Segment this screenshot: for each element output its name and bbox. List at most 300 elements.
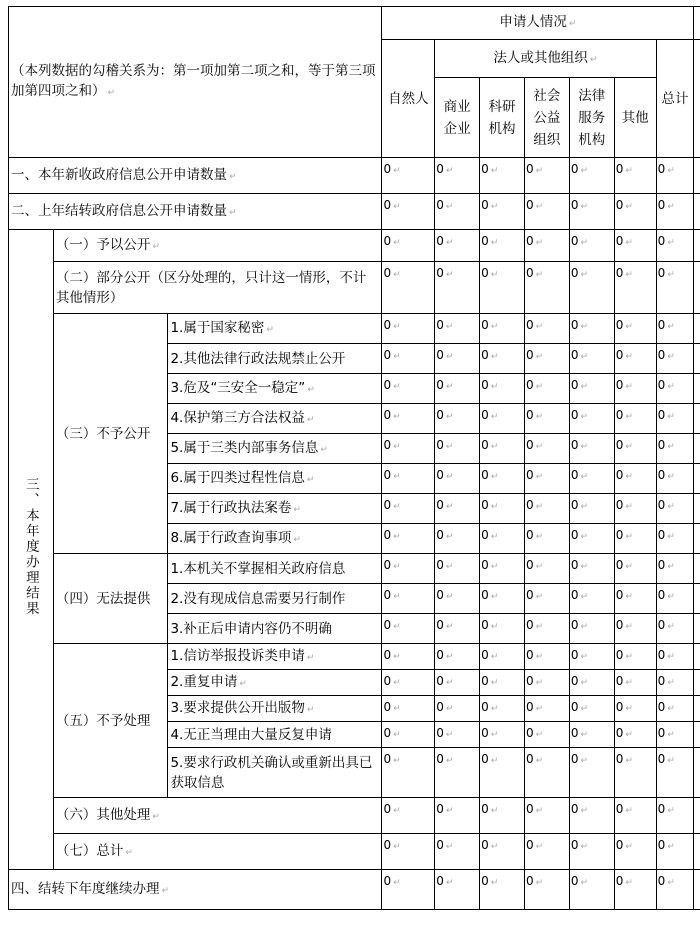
value-cell: 0 ↵ <box>382 748 435 798</box>
value-cell: 0 ↵ <box>569 434 614 464</box>
value-text: 0 <box>657 802 666 816</box>
header-commercial: 商业企业 <box>435 78 480 158</box>
value-text: 0 <box>657 198 666 212</box>
value-text: 0 <box>383 558 392 572</box>
value-cell: 0 ↵ <box>656 404 694 434</box>
edge-cell <box>694 870 700 910</box>
edge-cell <box>694 464 700 494</box>
value-text: 0 <box>436 528 444 542</box>
value-text: 0 <box>525 234 534 248</box>
header-applicant: 申请人情况 ↵ <box>382 7 694 40</box>
value-text: 0 <box>570 438 579 452</box>
value-cell: 0 ↵ <box>480 614 525 644</box>
value-cell: 0 ↵ <box>480 262 525 314</box>
value-cell: 0 ↵ <box>569 194 614 230</box>
label-s5: （五）不予处理 <box>53 644 168 798</box>
value-cell: 0 ↵ <box>614 374 656 404</box>
value-text: 0 <box>615 700 624 714</box>
label-r3: 三、本年度办理结果 <box>9 230 54 870</box>
value-cell: 0 ↵ <box>656 262 694 314</box>
value-text: 0 <box>525 838 534 852</box>
edge-cell <box>694 554 700 584</box>
value-text: 0 <box>436 674 444 688</box>
edge-cell <box>694 670 700 696</box>
value-cell: 0 ↵ <box>435 194 480 230</box>
value-text: 0 <box>481 528 489 542</box>
value-text: 0 <box>481 558 489 572</box>
value-text: 0 <box>615 618 624 632</box>
value-cell: 0 ↵ <box>480 194 525 230</box>
value-cell: 0 ↵ <box>614 670 656 696</box>
value-text: 0 <box>383 408 392 422</box>
value-text: 0 <box>615 648 624 662</box>
label-s3-6: 6.属于四类过程性信息 ↵ <box>168 464 382 494</box>
edge-cell <box>694 834 700 870</box>
value-cell: 0 ↵ <box>382 834 435 870</box>
value-cell: 0 ↵ <box>382 464 435 494</box>
edge-cell <box>694 158 700 194</box>
value-cell: 0 ↵ <box>435 404 480 434</box>
value-text: 0 <box>657 266 666 280</box>
value-text: 0 <box>570 802 579 816</box>
edge-cell <box>694 614 700 644</box>
value-cell: 0 ↵ <box>435 554 480 584</box>
label-s4: （四）无法提供 <box>53 554 168 644</box>
header-total: 总计 <box>656 40 694 158</box>
value-cell: 0 ↵ <box>614 230 656 262</box>
value-cell: 0 ↵ <box>435 314 480 344</box>
label-s6: （六）其他处理 ↵ <box>53 798 382 834</box>
value-text: 0 <box>383 348 392 362</box>
value-cell: 0 ↵ <box>435 344 480 374</box>
row-s6 <box>9 798 700 834</box>
value-text: 0 <box>383 752 392 766</box>
value-cell: 0 ↵ <box>569 748 614 798</box>
header-note: （本列数据的勾稽关系为：第一项加第二项之和，等于第三项加第四项之和） <box>11 63 376 99</box>
value-text: 0 <box>481 162 489 176</box>
label-s3: （三）不予公开 <box>53 314 168 554</box>
value-text: 0 <box>481 408 489 422</box>
value-text: 0 <box>525 198 534 212</box>
value-text: 0 <box>570 378 579 392</box>
value-cell: 0 ↵ <box>524 834 569 870</box>
value-cell: 0 ↵ <box>382 344 435 374</box>
header-social: 社会公益组织 <box>524 78 569 158</box>
row-s4-1 <box>9 554 700 584</box>
value-text: 0 <box>481 378 489 392</box>
value-text: 0 <box>615 162 624 176</box>
value-cell: 0 ↵ <box>382 194 435 230</box>
value-text: 0 <box>436 752 444 766</box>
value-cell: 0 ↵ <box>382 644 435 670</box>
edge-cell <box>694 40 700 158</box>
value-text: 0 <box>657 498 666 512</box>
value-cell: 0 ↵ <box>524 158 569 194</box>
value-cell: 0 ↵ <box>569 584 614 614</box>
value-cell: 0 ↵ <box>569 230 614 262</box>
value-text: 0 <box>657 700 666 714</box>
label-s3-4: 4.保护第三方合法权益 ↵ <box>168 404 382 434</box>
value-text: 0 <box>436 618 444 632</box>
edge-cell <box>694 644 700 670</box>
value-cell: 0 ↵ <box>614 834 656 870</box>
value-cell: 0 ↵ <box>569 344 614 374</box>
value-text: 0 <box>436 234 444 248</box>
label-s5-2: 2.重复申请 ↵ <box>168 670 382 696</box>
row-new-requests <box>9 158 700 194</box>
label-s4-1: 1.本机关不掌握相关政府信息 <box>168 554 382 584</box>
value-text: 0 <box>615 752 624 766</box>
value-text: 0 <box>481 838 489 852</box>
value-text: 0 <box>481 618 489 632</box>
value-text: 0 <box>525 558 534 572</box>
value-text: 0 <box>436 802 444 816</box>
value-text: 0 <box>657 162 666 176</box>
value-text: 0 <box>481 318 489 332</box>
value-cell: 0 ↵ <box>614 344 656 374</box>
value-cell: 0 ↵ <box>382 262 435 314</box>
value-cell: 0 ↵ <box>524 722 569 748</box>
value-text: 0 <box>570 162 579 176</box>
value-cell: 0 ↵ <box>480 524 525 554</box>
value-cell: 0 ↵ <box>480 696 525 722</box>
value-text: 0 <box>657 468 666 482</box>
value-cell: 0 ↵ <box>524 262 569 314</box>
value-cell: 0 ↵ <box>656 644 694 670</box>
value-text: 0 <box>525 318 534 332</box>
value-cell: 0 ↵ <box>524 404 569 434</box>
value-text: 0 <box>657 838 666 852</box>
value-text: 0 <box>383 700 392 714</box>
label-s3-2: 2.其他法律行政法规禁止公开 <box>168 344 382 374</box>
value-cell: 0 ↵ <box>656 722 694 748</box>
value-cell: 0 ↵ <box>435 670 480 696</box>
edge-cell <box>694 584 700 614</box>
value-text: 0 <box>436 874 444 888</box>
value-text: 0 <box>570 618 579 632</box>
value-text: 0 <box>525 408 534 422</box>
value-cell: 0 ↵ <box>569 696 614 722</box>
value-cell: 0 ↵ <box>480 554 525 584</box>
value-text: 0 <box>525 162 534 176</box>
value-cell: 0 ↵ <box>435 748 480 798</box>
edge-cell <box>694 798 700 834</box>
value-text: 0 <box>525 700 534 714</box>
label-r4: 四、结转下年度继续办理 ↵ <box>9 870 382 910</box>
value-text: 0 <box>436 408 444 422</box>
value-text: 0 <box>615 198 624 212</box>
label-s1: （一）予以公开 ↵ <box>53 230 382 262</box>
value-text: 0 <box>615 468 624 482</box>
value-cell: 0 ↵ <box>524 230 569 262</box>
value-text: 0 <box>383 198 392 212</box>
value-cell: 0 ↵ <box>480 748 525 798</box>
value-cell: 0 ↵ <box>524 696 569 722</box>
value-text: 0 <box>383 674 392 688</box>
value-cell: 0 ↵ <box>614 404 656 434</box>
edge-cell <box>694 7 700 40</box>
value-text: 0 <box>436 438 444 452</box>
edge-cell <box>694 344 700 374</box>
row-s3-1 <box>9 314 700 344</box>
value-text: 0 <box>615 726 624 740</box>
value-text: 0 <box>383 874 392 888</box>
value-cell: 0 ↵ <box>382 614 435 644</box>
value-cell: 0 ↵ <box>569 464 614 494</box>
value-text: 0 <box>525 618 534 632</box>
value-cell: 0 ↵ <box>382 798 435 834</box>
value-cell: 0 ↵ <box>435 798 480 834</box>
value-text: 0 <box>525 498 534 512</box>
value-text: 0 <box>383 468 392 482</box>
value-cell: 0 ↵ <box>569 870 614 910</box>
value-text: 0 <box>481 674 489 688</box>
value-text: 0 <box>525 468 534 482</box>
value-text: 0 <box>383 318 392 332</box>
value-cell: 0 ↵ <box>656 464 694 494</box>
value-text: 0 <box>436 648 444 662</box>
value-cell: 0 ↵ <box>382 524 435 554</box>
value-cell: 0 ↵ <box>480 158 525 194</box>
edge-cell <box>694 696 700 722</box>
value-text: 0 <box>657 874 666 888</box>
value-cell: 0 ↵ <box>524 670 569 696</box>
value-cell: 0 ↵ <box>656 748 694 798</box>
value-text: 0 <box>570 874 579 888</box>
value-text: 0 <box>525 528 534 542</box>
value-text: 0 <box>657 438 666 452</box>
value-text: 0 <box>436 498 444 512</box>
value-cell: 0 ↵ <box>480 464 525 494</box>
value-cell: 0 ↵ <box>614 494 656 524</box>
value-text: 0 <box>525 348 534 362</box>
value-cell: 0 ↵ <box>524 494 569 524</box>
value-text: 0 <box>657 726 666 740</box>
value-cell: 0 ↵ <box>614 158 656 194</box>
value-cell: 0 ↵ <box>569 554 614 584</box>
label-s3-3: 3.危及“三安全一稳定” ↵ <box>168 374 382 404</box>
value-cell: 0 ↵ <box>524 798 569 834</box>
label-s5-3: 3.要求提供公开出版物 ↵ <box>168 696 382 722</box>
value-text: 0 <box>657 674 666 688</box>
value-cell: 0 ↵ <box>524 524 569 554</box>
value-text: 0 <box>615 674 624 688</box>
value-cell: 0 ↵ <box>382 670 435 696</box>
value-cell: 0 ↵ <box>524 344 569 374</box>
value-cell: 0 ↵ <box>524 584 569 614</box>
value-text: 0 <box>525 378 534 392</box>
label-s3-8: 8.属于行政查询事项 ↵ <box>168 524 382 554</box>
value-cell: 0 ↵ <box>382 722 435 748</box>
value-cell: 0 ↵ <box>480 644 525 670</box>
value-text: 0 <box>525 588 534 602</box>
value-text: 0 <box>383 234 392 248</box>
value-cell: 0 ↵ <box>614 870 656 910</box>
edge-cell <box>694 194 700 230</box>
header-legal: 法人或其他组织 ↵ <box>435 40 656 78</box>
value-cell: 0 ↵ <box>569 644 614 670</box>
edge-cell <box>694 434 700 464</box>
value-cell: 0 ↵ <box>435 158 480 194</box>
value-cell: 0 ↵ <box>656 374 694 404</box>
value-text: 0 <box>657 234 666 248</box>
value-cell: 0 ↵ <box>480 584 525 614</box>
value-text: 0 <box>657 408 666 422</box>
label-s3-5: 5.属于三类内部事务信息 ↵ <box>168 434 382 464</box>
value-text: 0 <box>525 874 534 888</box>
value-text: 0 <box>436 558 444 572</box>
header-note-cell: （本列数据的勾稽关系为：第一项加第二项之和，等于第三项加第四项之和） ↵ <box>9 7 382 158</box>
value-cell: 0 ↵ <box>382 404 435 434</box>
edge-cell <box>694 524 700 554</box>
value-text: 0 <box>525 674 534 688</box>
value-cell: 0 ↵ <box>656 584 694 614</box>
value-text: 0 <box>525 752 534 766</box>
value-cell: 0 ↵ <box>614 554 656 584</box>
value-cell: 0 ↵ <box>480 344 525 374</box>
value-text: 0 <box>657 558 666 572</box>
label-s2: （二）部分公开（区分处理的，只计这一情形，不计其他情形） <box>53 262 382 314</box>
value-cell: 0 ↵ <box>569 262 614 314</box>
value-text: 0 <box>657 348 666 362</box>
value-text: 0 <box>525 802 534 816</box>
label-r1: 一、本年新收政府信息公开申请数量 ↵ <box>9 158 382 194</box>
value-text: 0 <box>657 648 666 662</box>
value-text: 0 <box>436 318 444 332</box>
value-cell: 0 ↵ <box>569 374 614 404</box>
value-cell: 0 ↵ <box>480 434 525 464</box>
value-text: 0 <box>615 528 624 542</box>
value-cell: 0 ↵ <box>382 554 435 584</box>
value-cell: 0 ↵ <box>569 834 614 870</box>
value-text: 0 <box>383 438 392 452</box>
value-cell: 0 ↵ <box>614 314 656 344</box>
value-text: 0 <box>615 234 624 248</box>
label-s3-1: 1.属于国家秘密 ↵ <box>168 314 382 344</box>
value-cell: 0 ↵ <box>382 314 435 344</box>
value-cell: 0 ↵ <box>524 434 569 464</box>
value-cell: 0 ↵ <box>435 262 480 314</box>
value-text: 0 <box>481 648 489 662</box>
value-text: 0 <box>436 468 444 482</box>
value-cell: 0 ↵ <box>656 614 694 644</box>
value-cell: 0 ↵ <box>480 722 525 748</box>
value-cell: 0 ↵ <box>435 614 480 644</box>
value-cell: 0 ↵ <box>435 644 480 670</box>
value-text: 0 <box>383 498 392 512</box>
value-text: 0 <box>657 528 666 542</box>
value-text: 0 <box>615 838 624 852</box>
value-cell: 0 ↵ <box>656 344 694 374</box>
header-natural: 自然人 <box>382 40 435 158</box>
value-cell: 0 ↵ <box>435 374 480 404</box>
value-cell: 0 ↵ <box>382 158 435 194</box>
value-cell: 0 ↵ <box>614 748 656 798</box>
value-text: 0 <box>525 438 534 452</box>
value-text: 0 <box>436 198 444 212</box>
value-cell: 0 ↵ <box>524 194 569 230</box>
label-s5-4: 4.无正当理由大量反复申请 <box>168 722 382 748</box>
value-text: 0 <box>481 700 489 714</box>
value-text: 0 <box>383 838 392 852</box>
value-text: 0 <box>570 726 579 740</box>
value-cell: 0 ↵ <box>382 696 435 722</box>
value-text: 0 <box>570 266 579 280</box>
edge-cell <box>694 404 700 434</box>
label-s4-2: 2.没有现成信息需要另行制作 <box>168 584 382 614</box>
edge-cell <box>694 314 700 344</box>
value-text: 0 <box>615 588 624 602</box>
value-cell: 0 ↵ <box>656 554 694 584</box>
value-text: 0 <box>615 874 624 888</box>
value-cell: 0 ↵ <box>480 374 525 404</box>
value-cell: 0 ↵ <box>569 798 614 834</box>
value-cell: 0 ↵ <box>435 494 480 524</box>
value-text: 0 <box>615 348 624 362</box>
value-text: 0 <box>436 726 444 740</box>
value-text: 0 <box>615 802 624 816</box>
value-cell: 0 ↵ <box>480 494 525 524</box>
value-cell: 0 ↵ <box>614 696 656 722</box>
value-cell: 0 ↵ <box>382 584 435 614</box>
value-cell: 0 ↵ <box>614 644 656 670</box>
value-text: 0 <box>481 468 489 482</box>
value-text: 0 <box>481 726 489 740</box>
value-text: 0 <box>383 802 392 816</box>
value-cell: 0 ↵ <box>524 464 569 494</box>
value-cell: 0 ↵ <box>435 722 480 748</box>
value-cell: 0 ↵ <box>435 870 480 910</box>
edge-cell <box>694 374 700 404</box>
value-cell: 0 ↵ <box>435 584 480 614</box>
row-s5-1 <box>9 644 700 670</box>
label-s5-1: 1.信访举报投诉类申请 ↵ <box>168 644 382 670</box>
value-text: 0 <box>657 618 666 632</box>
value-cell: 0 ↵ <box>614 722 656 748</box>
value-cell: 0 ↵ <box>614 194 656 230</box>
value-text: 0 <box>570 318 579 332</box>
value-text: 0 <box>481 802 489 816</box>
value-text: 0 <box>615 266 624 280</box>
value-cell: 0 ↵ <box>524 554 569 584</box>
value-text: 0 <box>481 438 489 452</box>
row-carried-over <box>9 194 700 230</box>
value-text: 0 <box>570 588 579 602</box>
value-text: 0 <box>383 162 392 176</box>
label-s7: （七）总计 ↵ <box>53 834 382 870</box>
value-text: 0 <box>615 498 624 512</box>
value-cell: 0 ↵ <box>435 696 480 722</box>
value-cell: 0 ↵ <box>656 670 694 696</box>
value-cell: 0 ↵ <box>524 614 569 644</box>
value-cell: 0 ↵ <box>382 230 435 262</box>
value-cell: 0 ↵ <box>524 748 569 798</box>
value-text: 0 <box>657 752 666 766</box>
value-text: 0 <box>481 588 489 602</box>
value-text: 0 <box>383 588 392 602</box>
header-legalservice: 法律服务机构 <box>569 78 614 158</box>
value-cell: 0 ↵ <box>614 464 656 494</box>
value-cell: 0 ↵ <box>656 834 694 870</box>
value-text: 0 <box>615 378 624 392</box>
label-s3-7: 7.属于行政执法案卷 ↵ <box>168 494 382 524</box>
value-cell: 0 ↵ <box>614 798 656 834</box>
value-cell: 0 ↵ <box>569 404 614 434</box>
value-text: 0 <box>570 498 579 512</box>
value-cell: 0 ↵ <box>480 798 525 834</box>
value-text: 0 <box>570 558 579 572</box>
value-cell: 0 ↵ <box>382 870 435 910</box>
